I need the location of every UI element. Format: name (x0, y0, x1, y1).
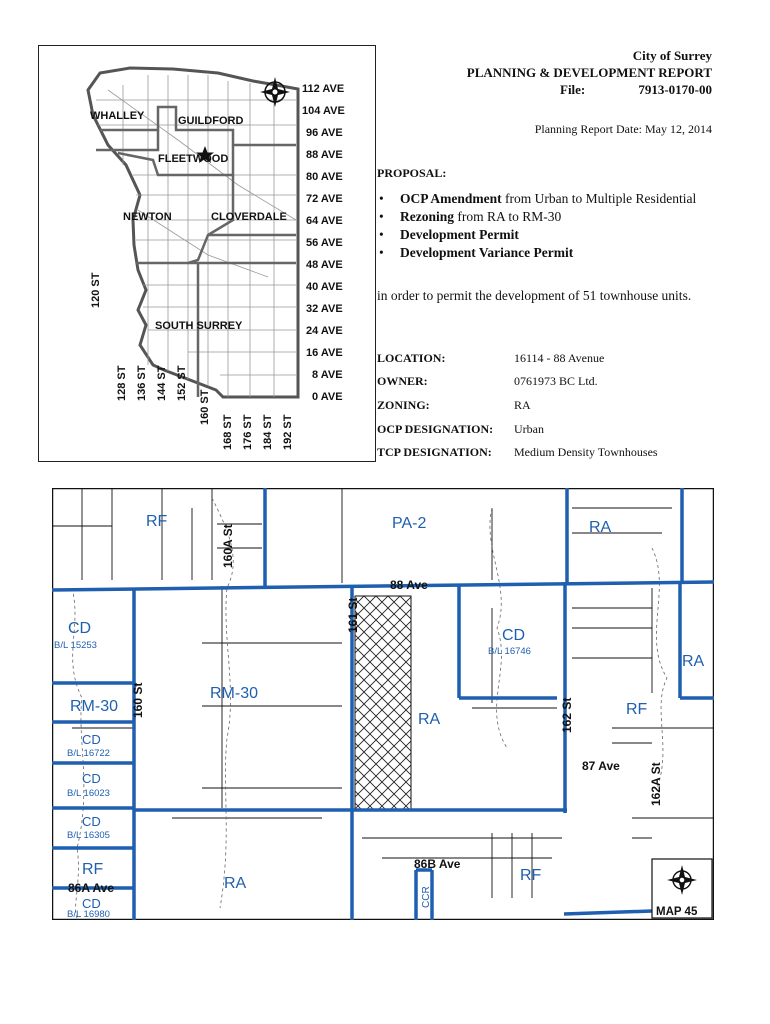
zone-bylaw-label: B/L 16980 (67, 909, 110, 920)
zone-label: RF (82, 861, 104, 878)
city-name: City of Surrey (632, 48, 712, 63)
street-label: 168 ST (222, 414, 234, 450)
avenue-label: 32 AVE (306, 303, 343, 315)
avenue-label: 80 AVE (306, 171, 343, 183)
avenue-label: 96 AVE (306, 127, 343, 139)
zone-label: CCR (421, 886, 432, 908)
road-label: 160 St (131, 682, 145, 718)
file-number: 7913-0170-00 (638, 82, 712, 97)
road-label: 161 St (346, 597, 360, 633)
zone-label: PA-2 (392, 515, 427, 532)
zoning-label: ZONING: (377, 398, 430, 412)
road-label: 88 Ave (390, 578, 428, 592)
proposal-purpose: in order to permit the development of 51 townhouse units. (377, 288, 692, 303)
key-map-avenue-labels (302, 83, 345, 403)
zone-label: RF (146, 513, 168, 530)
proposal-item: • OCP Amendment from Urban to Multiple Residential (379, 191, 697, 206)
town-label-cloverdale: CLOVERDALE (211, 211, 287, 223)
report-date: Planning Report Date: May 12, 2014 (534, 122, 712, 136)
road-label: 162 St (560, 697, 574, 733)
avenue-label: 16 AVE (306, 347, 343, 359)
zoning-value: RA (514, 398, 531, 412)
zone-bylaw-label: B/L 15253 (54, 640, 97, 651)
proposal-item: • Rezoning from RA to RM-30 (379, 209, 562, 224)
street-label: 136 ST (136, 365, 148, 401)
tcp-designation-label: TCP DESIGNATION: (377, 445, 492, 459)
proposal-heading: PROPOSAL: (377, 166, 447, 180)
zone-label: RM-30 (70, 698, 119, 715)
street-label: 160 ST (199, 389, 211, 425)
road-label: 86A Ave (68, 881, 115, 895)
zone-bylaw-label: B/L 16023 (67, 788, 110, 799)
zone-bylaw-label: B/L 16746 (488, 646, 531, 657)
street-label: 120 ST (90, 272, 102, 308)
town-label-south-surrey: SOUTH SURREY (155, 320, 243, 332)
key-map-street-labels (90, 272, 294, 450)
owner-value: 0761973 BC Ltd. (514, 374, 598, 388)
zone-bylaw-label: B/L 16722 (67, 748, 110, 759)
avenue-label: 40 AVE (306, 281, 343, 293)
road-label: 160A St (221, 524, 235, 568)
map-number: MAP 45 (656, 906, 698, 918)
town-label-guildford: GUILDFORD (178, 115, 244, 127)
proposal-item: • Development Variance Permit (379, 245, 574, 260)
zone-bylaw-label: B/L 16305 (67, 830, 110, 841)
subject-site-hatched (355, 596, 411, 811)
zone-label: RA (682, 653, 705, 670)
owner-label: OWNER: (377, 374, 428, 388)
zone-label: RF (520, 867, 542, 884)
key-map (38, 45, 376, 462)
zone-label: CD (82, 814, 101, 829)
zone-label: RA (589, 519, 612, 536)
avenue-label: 112 AVE (302, 83, 345, 95)
zone-label: CD (82, 771, 101, 786)
zone-label: RM-30 (210, 685, 259, 702)
street-label: 144 ST (156, 365, 168, 401)
street-label: 128 ST (116, 365, 128, 401)
location-label: LOCATION: (377, 351, 446, 365)
zone-label: CD (68, 620, 92, 637)
town-label-whalley: WHALLEY (90, 110, 145, 122)
avenue-label: 48 AVE (306, 259, 343, 271)
zone-label: RA (418, 711, 441, 728)
avenue-label: 8 AVE (312, 369, 343, 381)
proposal-list (377, 190, 697, 262)
avenue-label: 56 AVE (306, 237, 343, 249)
road-label: 87 Ave (582, 759, 620, 773)
ocp-designation-label: OCP DESIGNATION: (377, 422, 494, 436)
avenue-label: 0 AVE (312, 391, 343, 403)
zone-label: CD (82, 732, 101, 747)
zone-label: CD (82, 896, 101, 911)
avenue-label: 88 AVE (306, 149, 343, 161)
street-label: 184 ST (262, 414, 274, 450)
road-label: 86B Ave (414, 857, 461, 871)
key-map-town-boundaries (96, 107, 296, 397)
report-title: PLANNING & DEVELOPMENT REPORT (466, 65, 712, 80)
tcp-designation-value: Medium Density Townhouses (514, 445, 658, 459)
avenue-label: 64 AVE (306, 215, 343, 227)
location-value: 16114 - 88 Avenue (514, 351, 605, 365)
avenue-label: 72 AVE (306, 193, 343, 205)
avenue-label: 24 AVE (306, 325, 343, 337)
site-zoning-map (52, 488, 714, 920)
street-label: 192 ST (282, 414, 294, 450)
zone-label: RA (224, 875, 247, 892)
street-label: 176 ST (242, 414, 254, 450)
file-label: File: (560, 82, 586, 97)
town-label-newton: NEWTON (123, 211, 172, 223)
road-label: 162A St (649, 762, 663, 806)
zone-label: CD (502, 627, 526, 644)
street-label: 152 ST (176, 365, 188, 401)
proposal-item: • Development Permit (379, 227, 519, 242)
zone-label: RF (626, 701, 648, 718)
town-label-fleetwood: FLEETWOOD (158, 153, 229, 165)
ocp-designation-value: Urban (514, 422, 544, 436)
avenue-label: 104 AVE (302, 105, 345, 117)
